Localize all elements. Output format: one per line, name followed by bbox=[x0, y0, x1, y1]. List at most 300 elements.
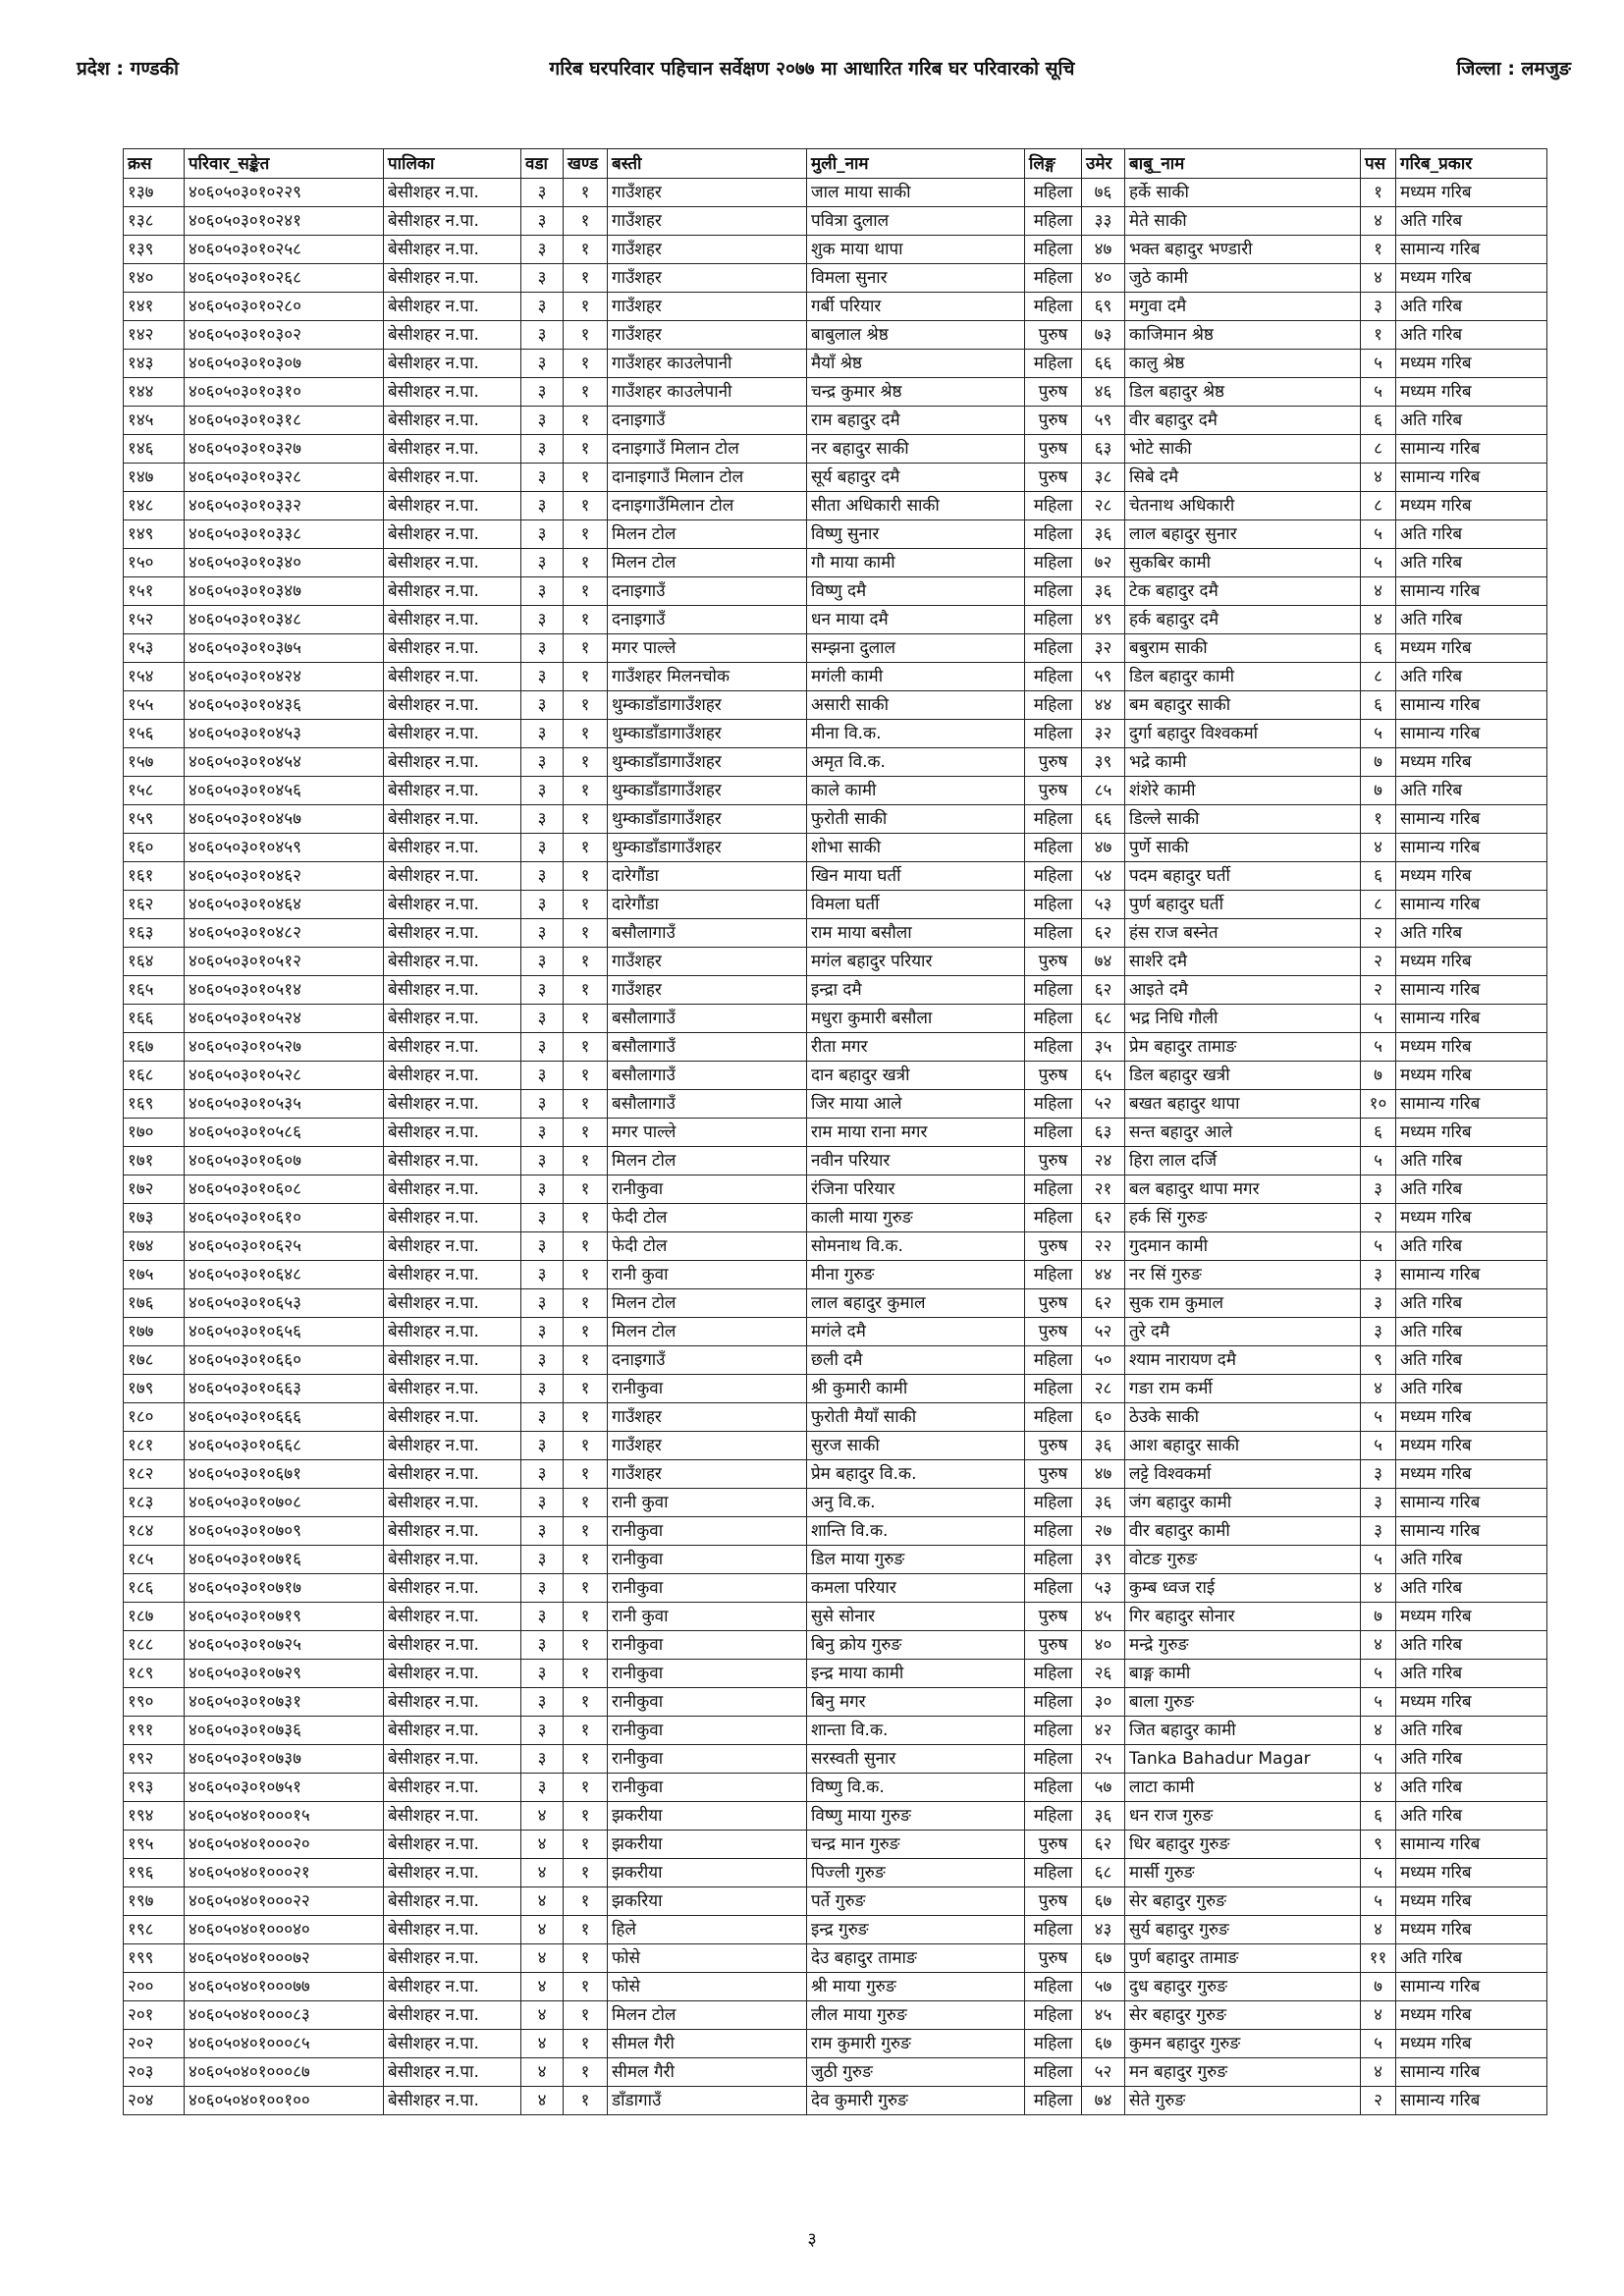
cell-municipality: बेसीशहर न.पा. bbox=[384, 891, 521, 919]
cell-poverty-type: सामान्य गरिब bbox=[1396, 976, 1547, 1005]
cell-father-name: जंग बहादुर कामी bbox=[1125, 1489, 1361, 1517]
cell-gender: पुरुष bbox=[1025, 1432, 1082, 1460]
table-row bbox=[124, 2001, 1547, 2030]
table-row bbox=[124, 1090, 1547, 1119]
cell-serial: १५२ bbox=[124, 606, 185, 634]
cell-age: ६२ bbox=[1082, 1831, 1125, 1859]
cell-poverty-type: सामान्य गरिब bbox=[1396, 464, 1547, 492]
cell-age: ३६ bbox=[1082, 1489, 1125, 1517]
cell-gender: महिला bbox=[1025, 663, 1082, 691]
cell-municipality: बेसीशहर न.पा. bbox=[384, 2058, 521, 2087]
cell-father-name: लाटा कामी bbox=[1125, 1774, 1361, 1802]
cell-gender: महिला bbox=[1025, 549, 1082, 577]
cell-age: ६० bbox=[1082, 1403, 1125, 1432]
table-row bbox=[124, 1973, 1547, 2001]
cell-block: १ bbox=[564, 1175, 608, 1204]
cell-municipality: बेसीशहर न.पा. bbox=[384, 1232, 521, 1261]
cell-gender: पुरुष bbox=[1025, 1631, 1082, 1660]
cell-household-code: ४०६०५०३०१०३१८ bbox=[185, 407, 384, 435]
cell-age: ३९ bbox=[1082, 1546, 1125, 1574]
cell-serial: २०० bbox=[124, 1973, 185, 2001]
cell-age: ८५ bbox=[1082, 777, 1125, 805]
table-row bbox=[124, 1147, 1547, 1175]
cell-municipality: बेसीशहर न.पा. bbox=[384, 748, 521, 777]
cell-ward: ३ bbox=[521, 720, 564, 748]
cell-poverty-type: अति गरिब bbox=[1396, 1346, 1547, 1375]
cell-members: ११ bbox=[1361, 1944, 1396, 1973]
cell-household-code: ४०६०५०३०१०५२७ bbox=[185, 1033, 384, 1062]
cell-members: ४ bbox=[1361, 1574, 1396, 1603]
cell-household-code: ४०६०५०३०१०३३२ bbox=[185, 492, 384, 520]
cell-members: ४ bbox=[1361, 834, 1396, 862]
cell-household-code: ४०६०५०४०१००१०० bbox=[185, 2087, 384, 2115]
cell-block: १ bbox=[564, 236, 608, 264]
cell-ward: ३ bbox=[521, 1631, 564, 1660]
cell-block: १ bbox=[564, 1574, 608, 1603]
cell-head-name: पिज्ली गुरुङ bbox=[807, 1859, 1025, 1887]
cell-block: १ bbox=[564, 293, 608, 321]
cell-serial: १८६ bbox=[124, 1574, 185, 1603]
cell-block: १ bbox=[564, 1802, 608, 1831]
cell-household-code: ४०६०५०३०१०७१९ bbox=[185, 1603, 384, 1631]
cell-municipality: बेसीशहर न.पा. bbox=[384, 2087, 521, 2115]
cell-members: ५ bbox=[1361, 2030, 1396, 2058]
cell-father-name: आश बहादुर साकी bbox=[1125, 1432, 1361, 1460]
cell-ward: ४ bbox=[521, 1859, 564, 1887]
cell-members: ४ bbox=[1361, 1631, 1396, 1660]
cell-household-code: ४०६०५०४०१०००१५ bbox=[185, 1802, 384, 1831]
cell-head-name: बाबुलाल श्रेष्ठ bbox=[807, 321, 1025, 350]
table-row bbox=[124, 492, 1547, 520]
cell-head-name: राम कुमारी गुरुङ bbox=[807, 2030, 1025, 2058]
cell-father-name: श्याम नारायण दमै bbox=[1125, 1346, 1361, 1375]
table-row bbox=[124, 1774, 1547, 1802]
cell-household-code: ४०६०५०३०१०४६४ bbox=[185, 891, 384, 919]
cell-gender: पुरुष bbox=[1025, 1460, 1082, 1489]
cell-poverty-type: अति गरिब bbox=[1396, 1717, 1547, 1745]
cell-ward: ३ bbox=[521, 520, 564, 549]
cell-gender: महिला bbox=[1025, 1774, 1082, 1802]
cell-settlement: फेदी टोल bbox=[608, 1204, 807, 1232]
table-row bbox=[124, 1688, 1547, 1717]
cell-household-code: ४०६०५०३०१०३१० bbox=[185, 378, 384, 407]
cell-settlement: रानीकुवा bbox=[608, 1745, 807, 1774]
cell-block: १ bbox=[564, 834, 608, 862]
household-table bbox=[123, 148, 1547, 2115]
cell-age: २८ bbox=[1082, 1375, 1125, 1403]
cell-serial: १९७ bbox=[124, 1887, 185, 1916]
cell-father-name: मगुवा दमै bbox=[1125, 293, 1361, 321]
cell-household-code: ४०६०५०३०१०४६२ bbox=[185, 862, 384, 891]
cell-members: ४ bbox=[1361, 2058, 1396, 2087]
cell-head-name: पर्ते गुरुङ bbox=[807, 1887, 1025, 1916]
cell-municipality: बेसीशहर न.पा. bbox=[384, 207, 521, 236]
cell-poverty-type: अति गरिब bbox=[1396, 1631, 1547, 1660]
cell-serial: १६५ bbox=[124, 976, 185, 1005]
cell-gender: महिला bbox=[1025, 1090, 1082, 1119]
cell-poverty-type: मध्यम गरिब bbox=[1396, 2030, 1547, 2058]
cell-gender: पुरुष bbox=[1025, 1147, 1082, 1175]
cell-head-name: सीता अधिकारी साकी bbox=[807, 492, 1025, 520]
cell-household-code: ४०६०५०३०१०४३६ bbox=[185, 691, 384, 720]
cell-age: २२ bbox=[1082, 1232, 1125, 1261]
cell-block: १ bbox=[564, 1289, 608, 1318]
cell-head-name: मगंली कामी bbox=[807, 663, 1025, 691]
cell-household-code: ४०६०५०३०१०४५६ bbox=[185, 777, 384, 805]
cell-members: ८ bbox=[1361, 435, 1396, 464]
cell-head-name: इन्द्र गुरुङ bbox=[807, 1916, 1025, 1944]
cell-members: ७ bbox=[1361, 748, 1396, 777]
cell-gender: महिला bbox=[1025, 634, 1082, 663]
cell-gender: पुरुष bbox=[1025, 1831, 1082, 1859]
cell-municipality: बेसीशहर न.पा. bbox=[384, 179, 521, 207]
cell-age: ५४ bbox=[1082, 862, 1125, 891]
cell-household-code: ४०६०५०३०१०४५७ bbox=[185, 805, 384, 834]
cell-gender: महिला bbox=[1025, 720, 1082, 748]
cell-members: ३ bbox=[1361, 293, 1396, 321]
cell-gender: महिला bbox=[1025, 264, 1082, 293]
cell-settlement: रानीकुवा bbox=[608, 1774, 807, 1802]
cell-gender: पुरुष bbox=[1025, 777, 1082, 805]
cell-ward: ३ bbox=[521, 179, 564, 207]
cell-settlement: रानीकुवा bbox=[608, 1375, 807, 1403]
cell-gender: महिला bbox=[1025, 577, 1082, 606]
cell-settlement: दारेगौंडा bbox=[608, 891, 807, 919]
cell-municipality: बेसीशहर न.पा. bbox=[384, 435, 521, 464]
cell-father-name: चेतनाथ अधिकारी bbox=[1125, 492, 1361, 520]
cell-head-name: अमृत वि.क. bbox=[807, 748, 1025, 777]
cell-father-name: टेक बहादुर दमै bbox=[1125, 577, 1361, 606]
table-row bbox=[124, 1717, 1547, 1745]
cell-serial: १४८ bbox=[124, 492, 185, 520]
cell-members: १ bbox=[1361, 805, 1396, 834]
cell-ward: ४ bbox=[521, 2030, 564, 2058]
cell-block: १ bbox=[564, 492, 608, 520]
cell-gender: महिला bbox=[1025, 1546, 1082, 1574]
cell-household-code: ४०६०५०३०१०६६० bbox=[185, 1346, 384, 1375]
cell-father-name: बल बहादुर थापा मगर bbox=[1125, 1175, 1361, 1204]
cell-household-code: ४०६०५०३०१०५३५ bbox=[185, 1090, 384, 1119]
table-row bbox=[124, 378, 1547, 407]
cell-municipality: बेसीशहर न.पा. bbox=[384, 1717, 521, 1745]
cell-municipality: बेसीशहर न.पा. bbox=[384, 236, 521, 264]
cell-municipality: बेसीशहर न.पा. bbox=[384, 862, 521, 891]
table-row bbox=[124, 1119, 1547, 1147]
cell-ward: ३ bbox=[521, 1774, 564, 1802]
cell-serial: १८१ bbox=[124, 1432, 185, 1460]
cell-gender: महिला bbox=[1025, 2058, 1082, 2087]
table-row bbox=[124, 1859, 1547, 1887]
cell-settlement: गाउँशहर bbox=[608, 1432, 807, 1460]
cell-age: ७३ bbox=[1082, 321, 1125, 350]
cell-members: ६ bbox=[1361, 691, 1396, 720]
table-row bbox=[124, 407, 1547, 435]
cell-serial: १४४ bbox=[124, 378, 185, 407]
cell-father-name: सिबे दमै bbox=[1125, 464, 1361, 492]
cell-settlement: थुम्काडाँडागाउँशहर bbox=[608, 720, 807, 748]
cell-settlement: गाउँशहर bbox=[608, 1460, 807, 1489]
cell-father-name: बखत बहादुर थापा bbox=[1125, 1090, 1361, 1119]
cell-block: १ bbox=[564, 1887, 608, 1916]
cell-gender: महिला bbox=[1025, 1489, 1082, 1517]
cell-poverty-type: अति गरिब bbox=[1396, 1660, 1547, 1688]
cell-head-name: असारी साकी bbox=[807, 691, 1025, 720]
cell-head-name: पवित्रा दुलाल bbox=[807, 207, 1025, 236]
cell-age: ३३ bbox=[1082, 207, 1125, 236]
cell-age: ४७ bbox=[1082, 1460, 1125, 1489]
cell-block: १ bbox=[564, 748, 608, 777]
cell-poverty-type: सामान्य गरिब bbox=[1396, 1005, 1547, 1033]
cell-ward: ३ bbox=[521, 1033, 564, 1062]
table-row bbox=[124, 2087, 1547, 2115]
cell-father-name: बाङ्ग कामी bbox=[1125, 1660, 1361, 1688]
cell-gender: महिला bbox=[1025, 1261, 1082, 1289]
cell-age: ४४ bbox=[1082, 1261, 1125, 1289]
column-header-poverty-type: गरिब_प्रकार bbox=[1396, 149, 1547, 179]
cell-father-name: सुक राम कुमाल bbox=[1125, 1289, 1361, 1318]
cell-father-name: कालु श्रेष्ठ bbox=[1125, 350, 1361, 378]
cell-serial: १८२ bbox=[124, 1460, 185, 1489]
cell-poverty-type: सामान्य गरिब bbox=[1396, 1831, 1547, 1859]
cell-age: ५३ bbox=[1082, 1574, 1125, 1603]
cell-gender: पुरुष bbox=[1025, 464, 1082, 492]
cell-head-name: कमला परियार bbox=[807, 1574, 1025, 1603]
table-row bbox=[124, 691, 1547, 720]
cell-ward: ३ bbox=[521, 236, 564, 264]
cell-poverty-type: सामान्य गरिब bbox=[1396, 1261, 1547, 1289]
cell-father-name: सेर बहादुर गुरुङ bbox=[1125, 2001, 1361, 2030]
cell-ward: ४ bbox=[521, 2087, 564, 2115]
cell-ward: ३ bbox=[521, 777, 564, 805]
cell-block: १ bbox=[564, 1603, 608, 1631]
cell-members: ६ bbox=[1361, 1802, 1396, 1831]
cell-ward: ३ bbox=[521, 1346, 564, 1375]
cell-household-code: ४०६०५०४०१०००७७ bbox=[185, 1973, 384, 2001]
cell-settlement: दनाइगाउँ bbox=[608, 1346, 807, 1375]
cell-father-name: मेते साकी bbox=[1125, 207, 1361, 236]
cell-ward: ३ bbox=[521, 1090, 564, 1119]
cell-ward: ३ bbox=[521, 1147, 564, 1175]
cell-father-name: हंस राज बस्नेत bbox=[1125, 919, 1361, 948]
cell-ward: ३ bbox=[521, 549, 564, 577]
column-header-members: पस bbox=[1361, 149, 1396, 179]
cell-father-name: भक्त बहादुर भण्डारी bbox=[1125, 236, 1361, 264]
cell-municipality: बेसीशहर न.पा. bbox=[384, 2030, 521, 2058]
cell-head-name: राम माया बसौला bbox=[807, 919, 1025, 948]
cell-municipality: बेसीशहर न.पा. bbox=[384, 321, 521, 350]
cell-age: २७ bbox=[1082, 1517, 1125, 1546]
cell-municipality: बेसीशहर न.पा. bbox=[384, 805, 521, 834]
cell-household-code: ४०६०५०३०१०४८२ bbox=[185, 919, 384, 948]
cell-ward: ३ bbox=[521, 577, 564, 606]
cell-members: ३ bbox=[1361, 1175, 1396, 1204]
cell-household-code: ४०६०५०३०१०३४७ bbox=[185, 577, 384, 606]
cell-serial: १५४ bbox=[124, 663, 185, 691]
cell-household-code: ४०६०५०३०१०५२४ bbox=[185, 1005, 384, 1033]
cell-municipality: बेसीशहर न.पा. bbox=[384, 293, 521, 321]
cell-gender: पुरुष bbox=[1025, 1318, 1082, 1346]
cell-members: १ bbox=[1361, 236, 1396, 264]
cell-members: ३ bbox=[1361, 1517, 1396, 1546]
cell-gender: महिला bbox=[1025, 1859, 1082, 1887]
cell-poverty-type: मध्यम गरिब bbox=[1396, 1403, 1547, 1432]
cell-father-name: नर सिं गुरुङ bbox=[1125, 1261, 1361, 1289]
table-row bbox=[124, 1887, 1547, 1916]
table-row bbox=[124, 1261, 1547, 1289]
cell-household-code: ४०६०५०३०१०६०८ bbox=[185, 1175, 384, 1204]
cell-block: १ bbox=[564, 1119, 608, 1147]
cell-household-code: ४०६०५०३०१०५२८ bbox=[185, 1062, 384, 1090]
cell-ward: ३ bbox=[521, 321, 564, 350]
cell-poverty-type: सामान्य गरिब bbox=[1396, 435, 1547, 464]
cell-poverty-type: सामान्य गरिब bbox=[1396, 236, 1547, 264]
table-row bbox=[124, 834, 1547, 862]
cell-head-name: फुरोती मैयाँ साकी bbox=[807, 1403, 1025, 1432]
cell-father-name: सेते गुरुङ bbox=[1125, 2087, 1361, 2115]
cell-poverty-type: मध्यम गरिब bbox=[1396, 1119, 1547, 1147]
cell-age: ६९ bbox=[1082, 293, 1125, 321]
table-row bbox=[124, 1745, 1547, 1774]
cell-members: ५ bbox=[1361, 720, 1396, 748]
cell-poverty-type: अति गरिब bbox=[1396, 1232, 1547, 1261]
cell-age: ४६ bbox=[1082, 378, 1125, 407]
cell-municipality: बेसीशहर न.पा. bbox=[384, 1774, 521, 1802]
cell-father-name: पदम बहादुर घर्ती bbox=[1125, 862, 1361, 891]
cell-members: ६ bbox=[1361, 407, 1396, 435]
cell-father-name: कुमन बहादुर गुरुङ bbox=[1125, 2030, 1361, 2058]
cell-gender: महिला bbox=[1025, 1802, 1082, 1831]
cell-household-code: ४०६०५०३०१०३७५ bbox=[185, 634, 384, 663]
cell-age: ३० bbox=[1082, 1688, 1125, 1717]
cell-household-code: ४०६०५०३०१०६१० bbox=[185, 1204, 384, 1232]
cell-household-code: ४०६०५०३०१०७०८ bbox=[185, 1489, 384, 1517]
cell-household-code: ४०६०५०३०१०२५८ bbox=[185, 236, 384, 264]
cell-settlement: बसौलागाउँ bbox=[608, 1033, 807, 1062]
cell-serial: १७६ bbox=[124, 1289, 185, 1318]
page-number: ३ bbox=[807, 2229, 817, 2250]
cell-gender: पुरुष bbox=[1025, 435, 1082, 464]
cell-block: १ bbox=[564, 976, 608, 1005]
cell-father-name: गुदमान कामी bbox=[1125, 1232, 1361, 1261]
cell-ward: ३ bbox=[521, 1289, 564, 1318]
cell-serial: २०३ bbox=[124, 2058, 185, 2087]
document-title: गरिब घरपरिवार पहिचान सर्वेक्षण २०७७ मा आधारित गरिब घर परिवारको सूचि bbox=[549, 58, 1075, 80]
cell-gender: महिला bbox=[1025, 1403, 1082, 1432]
cell-head-name: सूर्य बहादुर दमै bbox=[807, 464, 1025, 492]
cell-serial: १९३ bbox=[124, 1774, 185, 1802]
cell-members: ३ bbox=[1361, 1318, 1396, 1346]
cell-block: १ bbox=[564, 1517, 608, 1546]
cell-settlement: गाउँशहर bbox=[608, 179, 807, 207]
cell-settlement: झकरीया bbox=[608, 1802, 807, 1831]
cell-poverty-type: अति गरिब bbox=[1396, 1375, 1547, 1403]
cell-gender: पुरुष bbox=[1025, 948, 1082, 976]
cell-members: १० bbox=[1361, 1090, 1396, 1119]
cell-gender: पुरुष bbox=[1025, 1289, 1082, 1318]
cell-head-name: खिन माया घर्ती bbox=[807, 862, 1025, 891]
cell-members: ५ bbox=[1361, 1745, 1396, 1774]
cell-municipality: बेसीशहर न.पा. bbox=[384, 1204, 521, 1232]
cell-block: १ bbox=[564, 464, 608, 492]
cell-municipality: बेसीशहर न.पा. bbox=[384, 1745, 521, 1774]
cell-household-code: ४०६०५०३०१०६६६ bbox=[185, 1403, 384, 1432]
cell-block: १ bbox=[564, 1090, 608, 1119]
cell-age: ६७ bbox=[1082, 2030, 1125, 2058]
cell-block: १ bbox=[564, 520, 608, 549]
cell-block: १ bbox=[564, 1831, 608, 1859]
cell-age: २६ bbox=[1082, 1660, 1125, 1688]
cell-gender: महिला bbox=[1025, 207, 1082, 236]
cell-members: ९ bbox=[1361, 1346, 1396, 1375]
cell-ward: ४ bbox=[521, 1802, 564, 1831]
cell-gender: महिला bbox=[1025, 1717, 1082, 1745]
cell-ward: ३ bbox=[521, 1717, 564, 1745]
cell-gender: महिला bbox=[1025, 1175, 1082, 1204]
cell-father-name: बाला गुरुङ bbox=[1125, 1688, 1361, 1717]
table-row bbox=[124, 919, 1547, 948]
cell-serial: १३८ bbox=[124, 207, 185, 236]
cell-municipality: बेसीशहर न.पा. bbox=[384, 1119, 521, 1147]
cell-poverty-type: मध्यम गरिब bbox=[1396, 862, 1547, 891]
table-row bbox=[124, 1831, 1547, 1859]
cell-serial: १८७ bbox=[124, 1603, 185, 1631]
cell-gender: पुरुष bbox=[1025, 1062, 1082, 1090]
cell-gender: पुरुष bbox=[1025, 1887, 1082, 1916]
cell-household-code: ४०६०५०३०१०३०७ bbox=[185, 350, 384, 378]
cell-members: ५ bbox=[1361, 520, 1396, 549]
cell-poverty-type: अति गरिब bbox=[1396, 1546, 1547, 1574]
cell-settlement: बसौलागाउँ bbox=[608, 1090, 807, 1119]
cell-members: १ bbox=[1361, 179, 1396, 207]
cell-age: २४ bbox=[1082, 1147, 1125, 1175]
cell-head-name: शोभा साकी bbox=[807, 834, 1025, 862]
cell-block: १ bbox=[564, 1973, 608, 2001]
cell-age: ४० bbox=[1082, 1631, 1125, 1660]
cell-head-name: मीना वि.क. bbox=[807, 720, 1025, 748]
cell-household-code: ४०६०५०३०१०३४८ bbox=[185, 606, 384, 634]
cell-ward: ३ bbox=[521, 1460, 564, 1489]
cell-block: १ bbox=[564, 179, 608, 207]
cell-ward: ३ bbox=[521, 1688, 564, 1717]
cell-municipality: बेसीशहर न.पा. bbox=[384, 264, 521, 293]
cell-gender: महिला bbox=[1025, 1005, 1082, 1033]
cell-poverty-type: अति गरिब bbox=[1396, 1745, 1547, 1774]
cell-members: ५ bbox=[1361, 1033, 1396, 1062]
cell-block: १ bbox=[564, 1033, 608, 1062]
table-row bbox=[124, 207, 1547, 236]
district-label: जिल्ला : लमजुङ bbox=[1456, 58, 1571, 80]
cell-settlement: रानीकुवा bbox=[608, 1517, 807, 1546]
cell-ward: ३ bbox=[521, 1432, 564, 1460]
cell-age: ६६ bbox=[1082, 350, 1125, 378]
cell-father-name: बबुराम साकी bbox=[1125, 634, 1361, 663]
cell-household-code: ४०६०५०३०१०२८० bbox=[185, 293, 384, 321]
cell-settlement: दनाइगाउँ bbox=[608, 407, 807, 435]
cell-municipality: बेसीशहर न.पा. bbox=[384, 350, 521, 378]
cell-ward: ३ bbox=[521, 748, 564, 777]
cell-father-name: हिरा लाल दर्जि bbox=[1125, 1147, 1361, 1175]
table-row bbox=[124, 862, 1547, 891]
cell-municipality: बेसीशहर न.पा. bbox=[384, 948, 521, 976]
cell-age: ४७ bbox=[1082, 236, 1125, 264]
cell-poverty-type: सामान्य गरिब bbox=[1396, 720, 1547, 748]
table-row bbox=[124, 293, 1547, 321]
cell-block: १ bbox=[564, 1546, 608, 1574]
table-row bbox=[124, 805, 1547, 834]
cell-age: ३६ bbox=[1082, 1802, 1125, 1831]
cell-father-name: सार्शरे दमै bbox=[1125, 948, 1361, 976]
province-label: प्रदेश : गण्डकी bbox=[77, 58, 180, 80]
